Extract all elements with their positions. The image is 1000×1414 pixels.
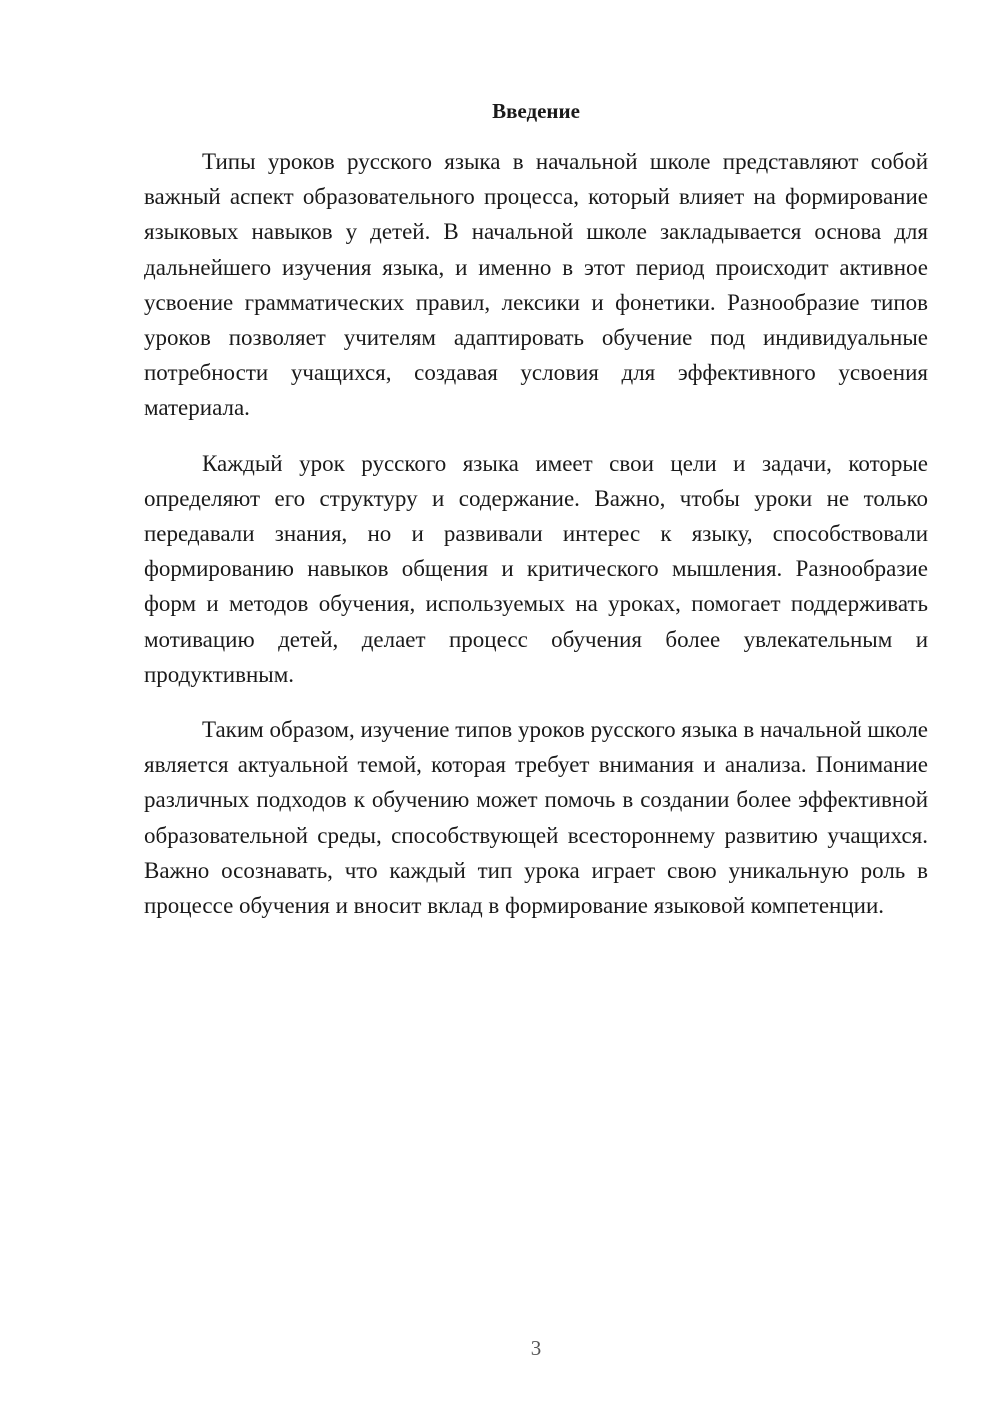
body-text (144, 144, 928, 943)
paragraph-1: Типы уроков русского языка в начальной школе представляют собой важный аспект образовательного процесса, который влияет на формирование языковых навыков у детей. В начальной школе закладывается основа для дальнейшего изучения языка, и именно в этот период происходит активное усвоение грамматических правил, лексики и фонетики. Разнообразие типов уроков позволяет учителям адаптировать обучение под индивидуальные потребности учащихся, создавая условия для эффективного усвоения материала. (144, 149, 928, 421)
section-title: Введение (492, 99, 580, 123)
paragraph-3: Таким образом, изучение типов уроков русского языка в начальной школе является актуальной темой, которая требует внимания и анализа. Понимание различных подходов к обучению может помочь в создании более эффективной образовательной среды, способствующей всестороннему развитию учащихся. Важно осознавать, что каждый тип урока играет свою уникальную роль в процессе обучения и вносит вклад в формирование языковой компетенции. (144, 717, 928, 919)
paragraph-2: Каждый урок русского языка имеет свои цели и задачи, которые определяют его структуру и содержание. Важно, чтобы уроки не только передавали знания, но и развивали интерес к языку, способствовали формированию навыков общения и критического мышления. Разнообразие форм и методов обучения, используемых на уроках, помогает поддерживать мотивацию детей, делает процесс обучения более увлекательным и продуктивным. (144, 450, 928, 687)
page-number: 3 (530, 1336, 542, 1360)
